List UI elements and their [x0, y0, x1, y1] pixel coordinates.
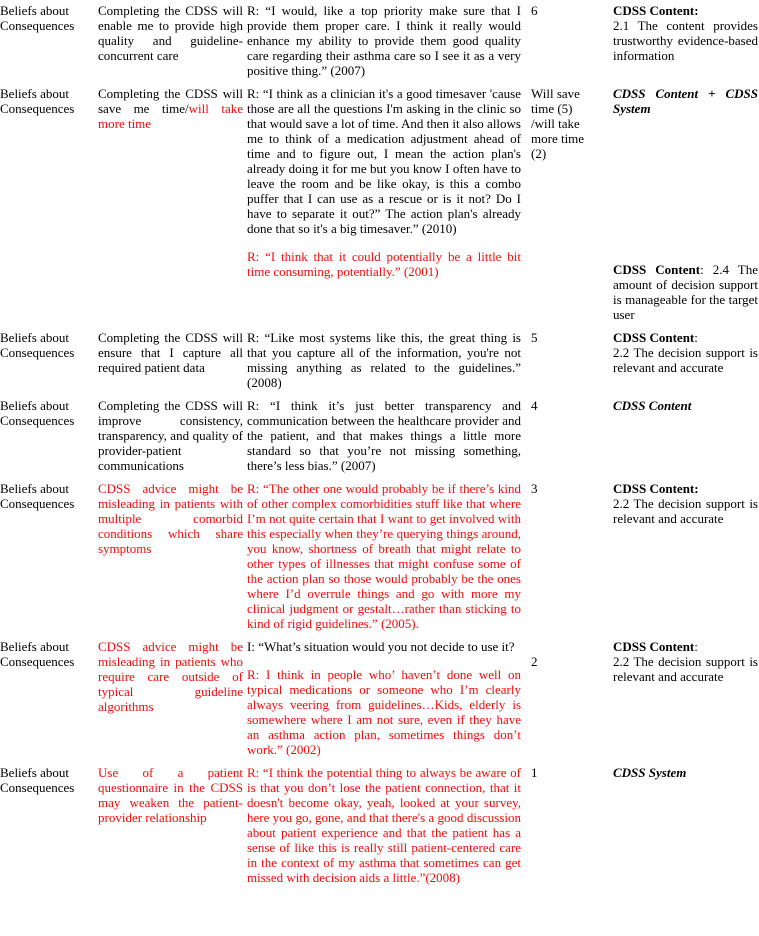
classification-cell: [613, 86, 759, 330]
text-segment: Completing the CDSS will improve consistency, transparency, and quality of provider-patient communications: [98, 398, 243, 473]
count-cell: [531, 3, 613, 86]
classification-block: [613, 86, 758, 116]
text-segment: CDSS Content: [613, 330, 695, 345]
table-row: [0, 3, 759, 86]
text-segment: 2.2 The decision support is relevant and accurate: [613, 654, 758, 684]
classification-block: [613, 639, 758, 654]
quote-paragraph: R: I think in people who’ haven’t done well on typical medications or someone who I’m clearly always veering from guidelines…Kids, elderly is somewhere where I am not sure, even if they have an asthma action plan, sometimes things don’t work.” (2002): [247, 667, 521, 757]
text-segment: Completing the CDSS will save me time/: [98, 86, 243, 116]
belief-text: [98, 481, 243, 556]
belief-text: [98, 86, 243, 131]
category-label: Beliefs about Consequences: [0, 639, 75, 669]
table-row: [0, 330, 759, 398]
text-segment: 2.2 The decision support is relevant and accurate: [613, 496, 758, 526]
classification-block: [613, 330, 758, 345]
qualitative-findings-table: [0, 3, 759, 893]
text-segment: CDSS advice might be misleading in patients with multiple comorbid conditions which share symptoms: [98, 481, 243, 556]
table-body: [0, 3, 759, 893]
mention-count: 2: [531, 654, 538, 669]
category-cell: [0, 398, 98, 481]
category-label: Beliefs about Consequences: [0, 481, 75, 511]
table-row: [0, 481, 759, 639]
count-cell: [531, 481, 613, 639]
count-cell: [531, 639, 613, 765]
quote-paragraph: R: “Like most systems like this, the great thing is that you capture all of the information, you're not missing anything as related to the guidelines.” (2008): [247, 330, 521, 390]
table-row: [0, 398, 759, 481]
quote-cell: [247, 330, 531, 398]
classification-block: [613, 398, 758, 413]
text-segment: CDSS Content: [613, 398, 692, 413]
belief-cell: [98, 330, 247, 398]
text-segment: :: [694, 330, 698, 345]
text-segment: CDSS Content: [613, 262, 701, 277]
quote-cell: [247, 639, 531, 765]
quote-cell: [247, 398, 531, 481]
quote-cell: [247, 765, 531, 893]
mention-count: Will save time (5) /will take more time (2): [531, 86, 585, 161]
classification-cell: [613, 481, 759, 639]
belief-cell: [98, 639, 247, 765]
mention-count: 5: [531, 330, 538, 345]
count-cell: [531, 765, 613, 893]
category-cell: [0, 765, 98, 893]
classification-cell: [613, 765, 759, 893]
mention-count: 1: [531, 765, 538, 780]
category-label: Beliefs about Consequences: [0, 3, 75, 33]
paper-page: [0, 3, 759, 893]
category-label: Beliefs about Consequences: [0, 330, 75, 360]
belief-text: [98, 398, 243, 473]
classification-block: [613, 496, 758, 526]
text-segment: CDSS Content: [613, 639, 695, 654]
text-segment: 2.1 The content provides trustworthy evidence-based information: [613, 18, 758, 63]
count-cell: [531, 398, 613, 481]
belief-cell: [98, 86, 247, 330]
quote-cell: [247, 481, 531, 639]
category-cell: [0, 86, 98, 330]
quote-paragraph: R: “The other one would probably be if there’s kind of other complex comorbidities stuff like that where I’m not quite certain that I want to get involved with this especially when they’re querying things around, you know, shortness of breath that might relate to other types of illnesses that might confuse some of the action plan so those would probably be the ones where I’d overrule things and go with more my clinical judgment or gestalt…rather than sticking to kind of rigid guidelines.” (2005).: [247, 481, 521, 631]
classification-block: [613, 3, 758, 18]
quote-paragraph: R: “I think the potential thing to always be aware of is that you don’t lose the patient connection, that it doesn't become okay, yeah, looked at your survey, here you go, gone, and that there's a good discussion about patient experience and that the patient has a sense of like this is really still patient-centered care in the context of my asthma that sometimes can get missed with decision aids a little.”(2008): [247, 765, 521, 885]
text-segment: :: [694, 639, 698, 654]
category-label: Beliefs about Consequences: [0, 765, 75, 795]
quote-paragraph: I: “What’s situation would you not decide to use it?: [247, 639, 515, 654]
quote-paragraph: R: “I think as a clinician it's a good timesaver 'cause those are all the questions I'm asking in the clinic so that would save a lot of time. And then it also allows me to think of a medication adjustment ahead of time and to figure out, I mean the action plan's already doing it for me but you know I often have to leave the room and be like okay, is this a combo puffer that I can use as a rescue or is it not? Do I have to separate it out?” The action plan's already done that so it's a big timesaver.” (2010): [247, 86, 521, 236]
belief-text: [98, 639, 243, 714]
belief-text: [98, 3, 243, 63]
text-segment: CDSS System: [613, 765, 687, 780]
mention-count: 4: [531, 398, 538, 413]
classification-block: [613, 765, 758, 780]
mention-count: 6: [531, 3, 538, 18]
belief-cell: [98, 3, 247, 86]
text-segment: CDSS Content:: [613, 3, 699, 18]
mention-count: 3: [531, 481, 538, 496]
category-label: Beliefs about Consequences: [0, 398, 75, 428]
quote-cell: [247, 3, 531, 86]
classification-cell: [613, 639, 759, 765]
belief-text: [98, 330, 243, 375]
text-segment: CDSS Content + CDSS System: [613, 86, 758, 116]
belief-text: [98, 765, 243, 825]
category-label: Beliefs about Consequences: [0, 86, 75, 116]
category-cell: [0, 639, 98, 765]
classification-block: [613, 345, 758, 375]
belief-cell: [98, 398, 247, 481]
quote-cell: [247, 86, 531, 330]
table-row: [0, 86, 759, 330]
classification-block: [613, 654, 758, 684]
quote-paragraph: R: “I think that it could potentially be a little bit time consuming, potentially.” (2001): [247, 249, 521, 279]
text-segment: 2.2 The decision support is relevant and accurate: [613, 345, 758, 375]
classification-cell: [613, 398, 759, 481]
text-segment: will take more time: [98, 101, 243, 131]
table-row: [0, 765, 759, 893]
count-cell: [531, 330, 613, 398]
count-cell: [531, 86, 613, 330]
classification-cell: [613, 3, 759, 86]
text-segment: Use of a patient questionnaire in the CDSS may weaken the patient-provider relationship: [98, 765, 243, 825]
belief-cell: [98, 481, 247, 639]
quote-paragraph: R: “I think it’s just better transparency and communication between the healthcare provider and the patient, and that makes things a little more standard so that you’re not missing something, there’s less bias.” (2007): [247, 398, 521, 473]
classification-block: [613, 262, 758, 322]
category-cell: [0, 330, 98, 398]
classification-block: [613, 481, 758, 496]
text-segment: Completing the CDSS will enable me to provide high quality and guideline-concurrent care: [98, 3, 243, 63]
text-segment: : 2.4 The amount of decision support is manageable for the target user: [613, 262, 758, 322]
quote-paragraph: R: “I would, like a top priority make sure that I provide them proper care. I think it really would enhance my ability to provide them good quality care regarding their asthma care so I see it as a very positive thing.” (2007): [247, 3, 521, 78]
category-cell: [0, 481, 98, 639]
text-segment: Completing the CDSS will ensure that I capture all required patient data: [98, 330, 243, 375]
classification-cell: [613, 330, 759, 398]
category-cell: [0, 3, 98, 86]
text-segment: CDSS advice might be misleading in patients who require care outside of typical guideline algorithms: [98, 639, 243, 714]
table-row: [0, 639, 759, 765]
text-segment: CDSS Content:: [613, 481, 699, 496]
belief-cell: [98, 765, 247, 893]
classification-block: [613, 18, 758, 63]
